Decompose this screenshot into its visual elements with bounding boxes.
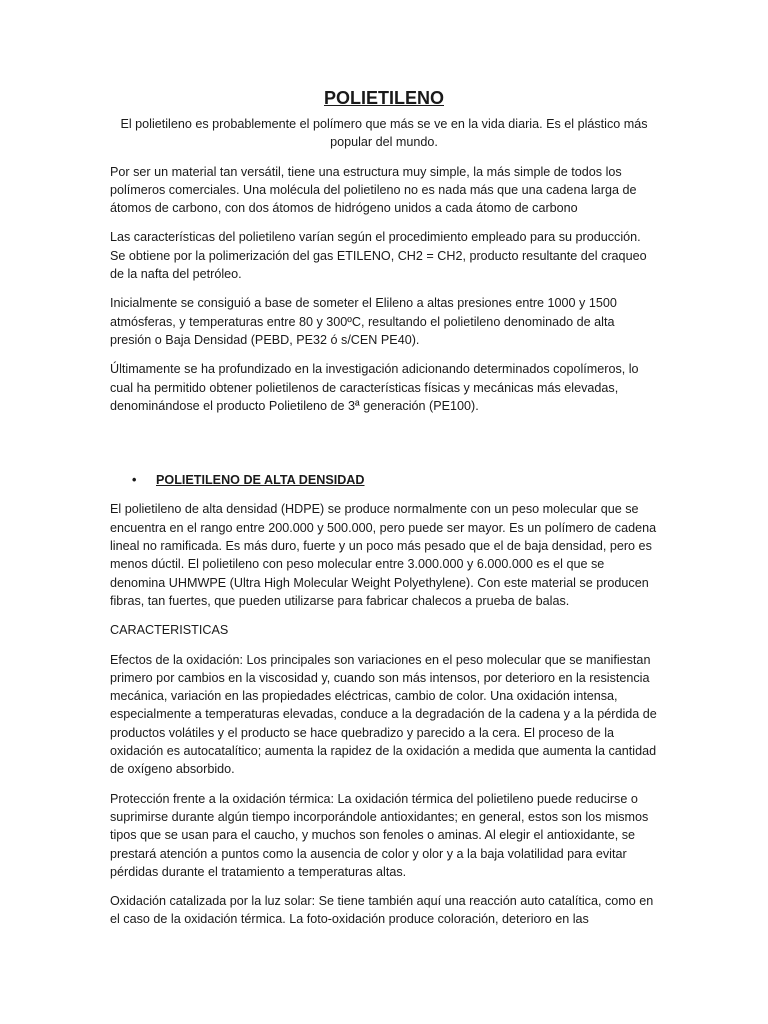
paragraph-oxidation-effects: Efectos de la oxidación: Los principales son variaciones en el peso molecular que se manifiestan primero por cambios en la viscosidad y, cuando son más intensos, por deterioro en la resistencia mecánica, variación en las propiedades eléctricas, cambio de color. Una oxidación intensa, especialmente a temperaturas elevadas, conduce a la degradación de la cadena y a la pérdida de productos volátiles y el producto se hace quebradizo y parecido a la cera. El proceso de la oxidación es autocatalítico; aumenta la rapidez de la oxidación a medida que aumenta la cantidad de oxígeno absorbido.: [110, 652, 657, 777]
paragraph-hdpe: El polietileno de alta densidad (HDPE) se produce normalmente con un peso molecular que se encuentra en el rango entre 200.000 y 500.000, pero puede ser mayor. Es un polímero de cadena lineal no ramificada. Es más duro, fuerte y un poco más pesado que el de baja densidad, pero es menos dúctil. El polietileno con peso molecular entre 3.000.000 y 6.000.000 es el que se denomina UHMWPE (Ultra High Molecular Weight Polyethylene). Con este material se producen fibras, tan fuertes, que pueden utilizarse para fabricar chalecos a prueba de balas.: [110, 502, 657, 608]
section-heading: POLIETILENO DE ALTA DENSIDAD: [156, 473, 365, 488]
paragraph-production: Las características del polietileno varían según el procedimiento empleado para su producción. Se obtiene por la polimerización del gas ETILENO, CH2 = CH2, producto resultante del craqueo de la nafta del petróleo.: [110, 230, 647, 282]
section-heading-row: [110, 471, 658, 489]
intro-paragraph: El polietileno es probablemente el polímero que más se ve en la vida diaria. Es el plástico más popular del mundo.: [120, 117, 648, 150]
bullet-icon: •: [132, 473, 137, 488]
paragraph-copolymers: Últimamente se ha profundizado en la investigación adicionando determinados copolímeros, lo cual ha permitido obtener polietilenos de características físicas y mecánicas más elevadas, denominándose el producto Polietileno de 3ª generación (PE100).: [110, 362, 639, 413]
document-title: POLIETILENO: [323, 88, 444, 108]
paragraph-solar-oxidation: Oxidación catalizada por la luz solar: Se tiene también aquí una reacción auto catalítica, como en el caso de la oxidación térmica. La foto-oxidación produce coloración, deterioro en las: [110, 894, 654, 927]
paragraph-structure: Por ser un material tan versátil, tiene una estructura muy simple, la más simple de todos los polímeros comerciales. Una molécula del polietileno no es nada más que una cadena larga de átomos de carbono, con dos átomos de hidrógeno unidos a cada átomo de carbono: [110, 164, 637, 216]
subheading-caracteristicas: CARACTERISTICAS: [110, 623, 229, 638]
paragraph-thermal-protection: Protección frente a la oxidación térmica: La oxidación térmica del polietileno puede reducirse o suprimirse durante algún tiempo incorporándole antioxidantes; en general, estos son los mismos tipos que se usan para el caucho, y muchos son fenoles o aminas. Al elegir el antioxidante, se prestará atención a puntos como la ausencia de color y olor y a la baja volatilidad para evitar pérdidas durante el tratamiento a temperaturas altas.: [110, 791, 649, 879]
paragraph-high-pressure: Inicialmente se consiguió a base de someter el Elileno a altas presiones entre 1000 y 1500 atmósferas, y temperaturas entre 80 y 300ºC, resultando el polietileno denominado de alta presión o Baja Densidad (PEBD, PE32 ó s/CEN PE40).: [110, 296, 617, 347]
document-page: [110, 86, 658, 940]
section-gap: [110, 426, 658, 471]
